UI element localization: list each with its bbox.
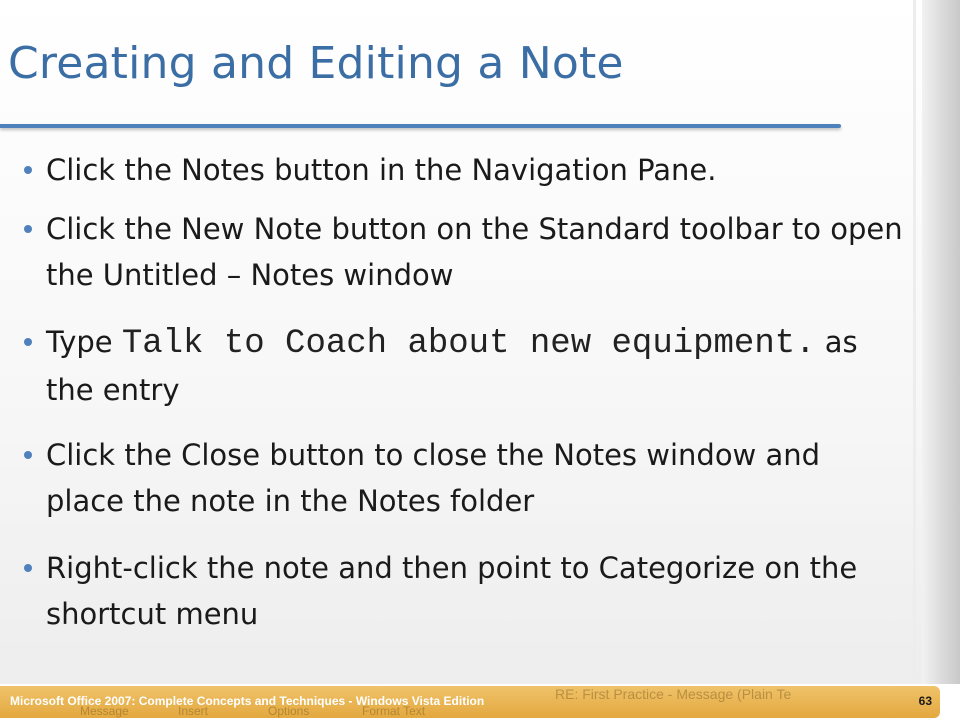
bullet-dot-icon: [24, 564, 32, 572]
slide-right-edge: [922, 0, 960, 684]
footer-caption: Microsoft Office 2007: Complete Concepts and Techniques - Windows Vista Edition: [10, 694, 485, 708]
bullet-text: Click the New Note button on the Standard toolbar to open the Untitled – Notes window: [46, 212, 903, 292]
bullet-prefix: Type: [46, 325, 122, 359]
footer-background-label: Format Text: [362, 704, 426, 718]
bullet-item: [46, 147, 906, 193]
page-number: 63: [918, 694, 932, 708]
bullet-text: Click the Close button to close the Notes window and place the note in the Notes folder: [46, 438, 821, 518]
title-underline: [0, 124, 841, 128]
bullet-item: [46, 206, 906, 298]
slide-edge-line: [913, 0, 916, 684]
bullet-dot-icon: [24, 225, 32, 233]
bullet-item: [46, 545, 906, 637]
bullet-suffix: as the entry: [46, 325, 858, 407]
footer-background-label: RE: First Practice - Message (Plain Te: [555, 686, 792, 702]
slide-footer: [0, 684, 960, 720]
footer-background-label: Options: [268, 704, 310, 718]
bullet-dot-icon: [24, 338, 32, 346]
footer-background-label: Insert: [178, 704, 209, 718]
bullet-item: [46, 319, 906, 413]
bullet-text: Right-click the note and then point to Categorize on the shortcut menu: [46, 551, 858, 631]
bullet-text: Click the Notes button in the Navigation Pane.: [46, 153, 717, 187]
slide-title: Creating and Editing a Note: [8, 38, 624, 89]
bullet-dot-icon: [24, 166, 32, 174]
bullet-code-text: Talk to Coach about new equipment.: [121, 325, 816, 363]
footer-bar: [0, 686, 940, 718]
footer-background-label: Message: [80, 704, 129, 718]
bullet-dot-icon: [24, 451, 32, 459]
bullet-item: [46, 432, 906, 524]
